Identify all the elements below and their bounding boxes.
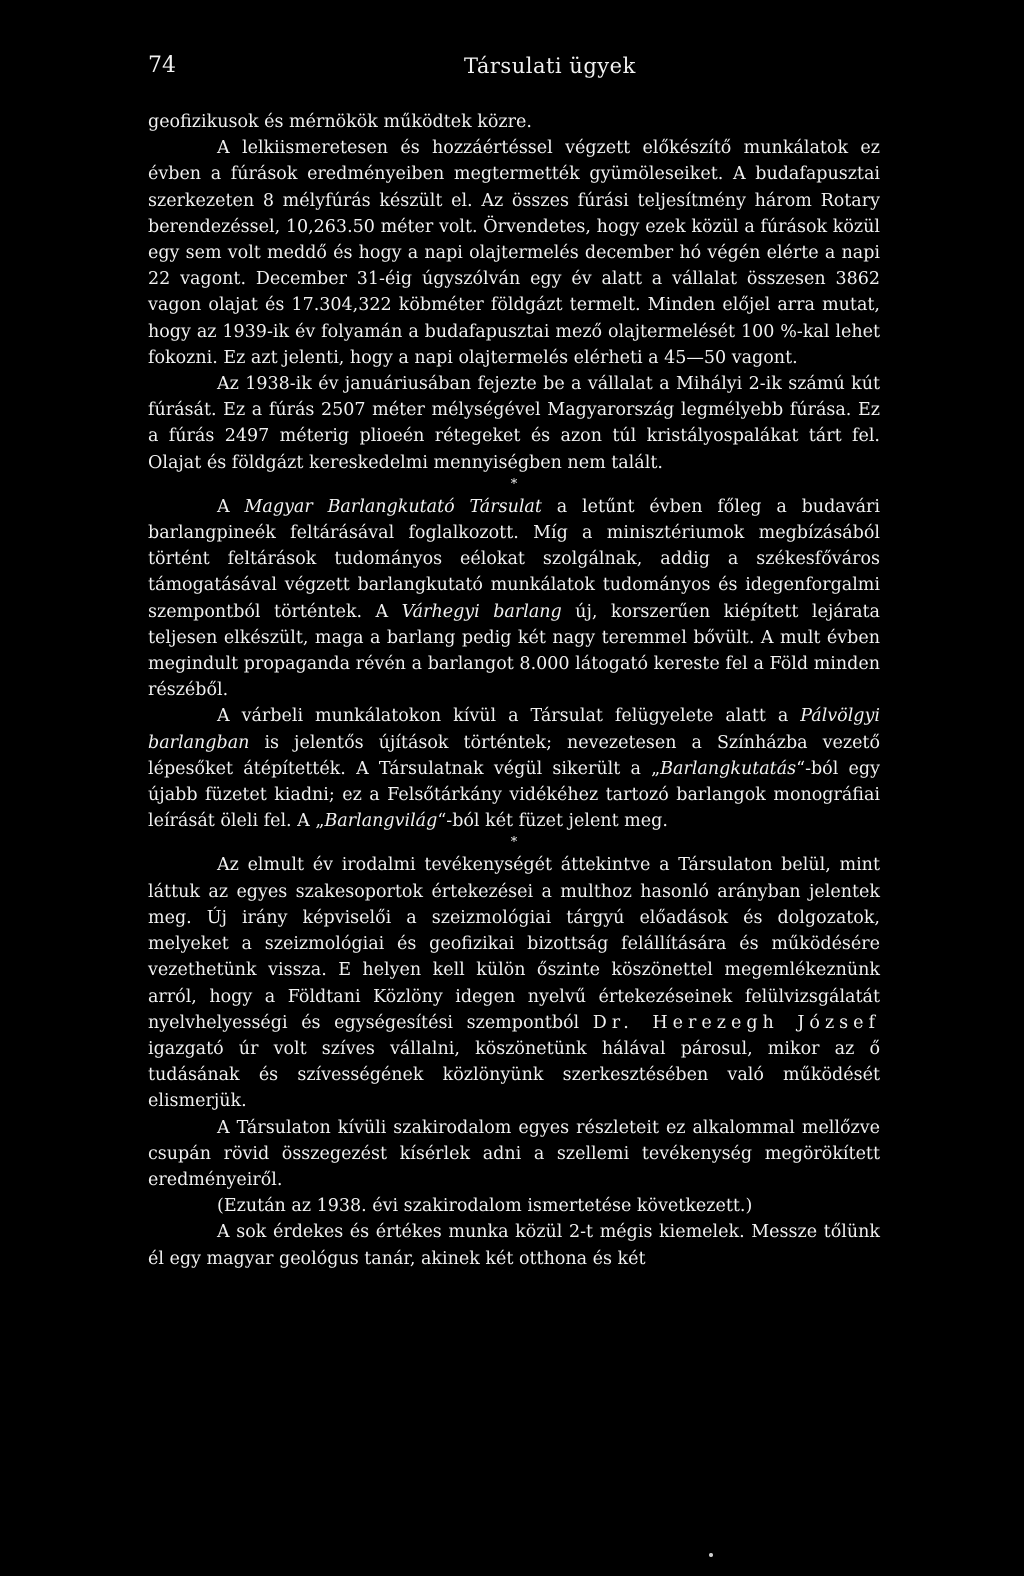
text-run: geofizikusok és mérnökök működtek közre. [148,112,532,132]
text-run: A várbeli munkálatokon kívül a Társulat felügyelete alatt a [217,706,801,727]
text-run: új, korszerűen kiépített lejárata teljesen elkészült, maga a barlang pedig két nagy teremmel bővült. A mult évben megindult propaganda révén a barlangot 8.000 látogató kereste fel a Föld minden részéből. [148,601,880,701]
text-run: igazgató úr volt szíves vállalni, köszönetünk hálával párosul, mikor az ő tudásának és szívességének közlönyünk szerkesztésében való működését elismerjük. [148,1038,880,1112]
text-run: A [217,496,245,517]
paragraph [148,135,880,371]
italic-title: Várhegyi barlang [401,601,562,622]
page-header [148,46,880,86]
text-run: A Társulaton kívüli szakirodalom egyes részleteit ez alkalommal mellőzve csupán rövid összegezést kísérlek adni a szellemi tevékenység megörökített eredményeiről. [148,1117,880,1190]
text-run: (Ezután az 1938. évi szakirodalom ismertetése következett.) [217,1196,753,1217]
paragraph [148,1219,880,1271]
paragraph [148,1115,880,1194]
italic-title: Pálvölgyi barlangban [148,706,880,753]
paragraph [148,371,880,476]
body-text [148,109,880,1272]
text-run: A sok érdekes és értékes munka közül 2-t mégis kiemelek. Messze tőlünk él egy magyar geológus tanár, akinek két otthona és két [148,1222,880,1269]
paragraph [148,109,880,135]
paragraph [148,494,880,704]
person-name: Dr. Herezegh József [592,1012,880,1033]
text-run: a letűnt évben főleg a budavári barlangpineék feltárásával foglalkozott. Míg a minisztériumok megbízásából történt feltárások tudományos eélokat szolgálnak, addig a székesfőváros támogatásával végzett barlangkutató munkálatok tudományos és idegenforgalmi szempontból történtek. A [148,496,880,622]
paragraph [148,852,880,1114]
text-run: is jelentős újítások történtek; nevezetesen a Színházba vezető lépesőket átépítették. A Társulatnak végül sikerült a „ [148,732,880,779]
italic-title: Magyar Barlangkutató Társulat [244,496,542,517]
text-run: Az elmult év irodalmi tevékenységét áttekintve a Társulaton belül, mint láttuk az egyes szakesoportok értekezései a multhoz hasonló arányban jelentek meg. Új irány képviselői a szeizmológiai tárgyú előadások és dolgozatok, melyeket a szeizmológiai és geofizikai bizottság felállítására és működésére vezethetünk vissza. E helyen kell külön őszinte köszönettel megemlékeznünk arról, hogy a Földtani Közlöny idegen nyelvű értekezéseinek felülvizsgálatát nyelvhelyességi és egységesítési szempontból [148,855,880,1033]
text-run: Az 1938-ik év januáriusában fejezte be a vállalat a Mihályi 2-ik számú kút fúrását. Ez a fúrás 2507 méter mélységével Magyarország legmélyebb fúrása. Ez a fúrás 2497 méterig plioeén rétegeket és azon túl kristályospalákat tárt fel. Olajat és földgázt kereskedelmi mennyiségben nem talált. [148,374,880,473]
text-run: A lelkiismeretesen és hozzáértéssel végzett előkészítő munkálatok ez évben a fúrások eredményeiben megtermették gyümöleseiket. A budafapusztai szerkezeten 8 mélyfúrás készült el. Az összes fúrási teljesítmény három Rotary berendezéssel, 10,263.50 méter volt. Örvendetes, hogy ezek közül a fúrások közül egy sem volt meddő és hogy a napi olajtermelés december hó végén elérte a napi 22 vagont. December 31-éig úgyszólván egy év alatt a vállalat összesen 3862 vagon olajat és 17.304,322 köbméter földgázt termelt. Minden előjel arra mutat, hogy az 1939-ik év folyamán a budafapusztai mező olajtermelését 100 %-kal lehet fokozni. Ez azt jelenti, hogy a napi olajtermelés elérheti a 45—50 vagont. [148,138,880,368]
paragraph [148,1193,880,1219]
page-number: 74 [148,53,176,78]
paragraph [148,703,880,834]
section-separator-star: * [510,835,518,851]
italic-title: Barlangvilág [324,811,438,832]
scan-speck [709,1553,713,1557]
section-separator-star: * [510,476,518,492]
italic-title: Barlangkutatás [660,758,797,779]
text-run: “-ból két füzet jelent meg. [437,811,668,832]
running-title: Társulati ügyek [464,54,636,78]
text-run: “-ból egy újabb füzetet kiadni; ez a Felsőtárkány vidékéhez tartozó barlangok monográfiai leírását öleli fel. A „ [148,758,880,832]
